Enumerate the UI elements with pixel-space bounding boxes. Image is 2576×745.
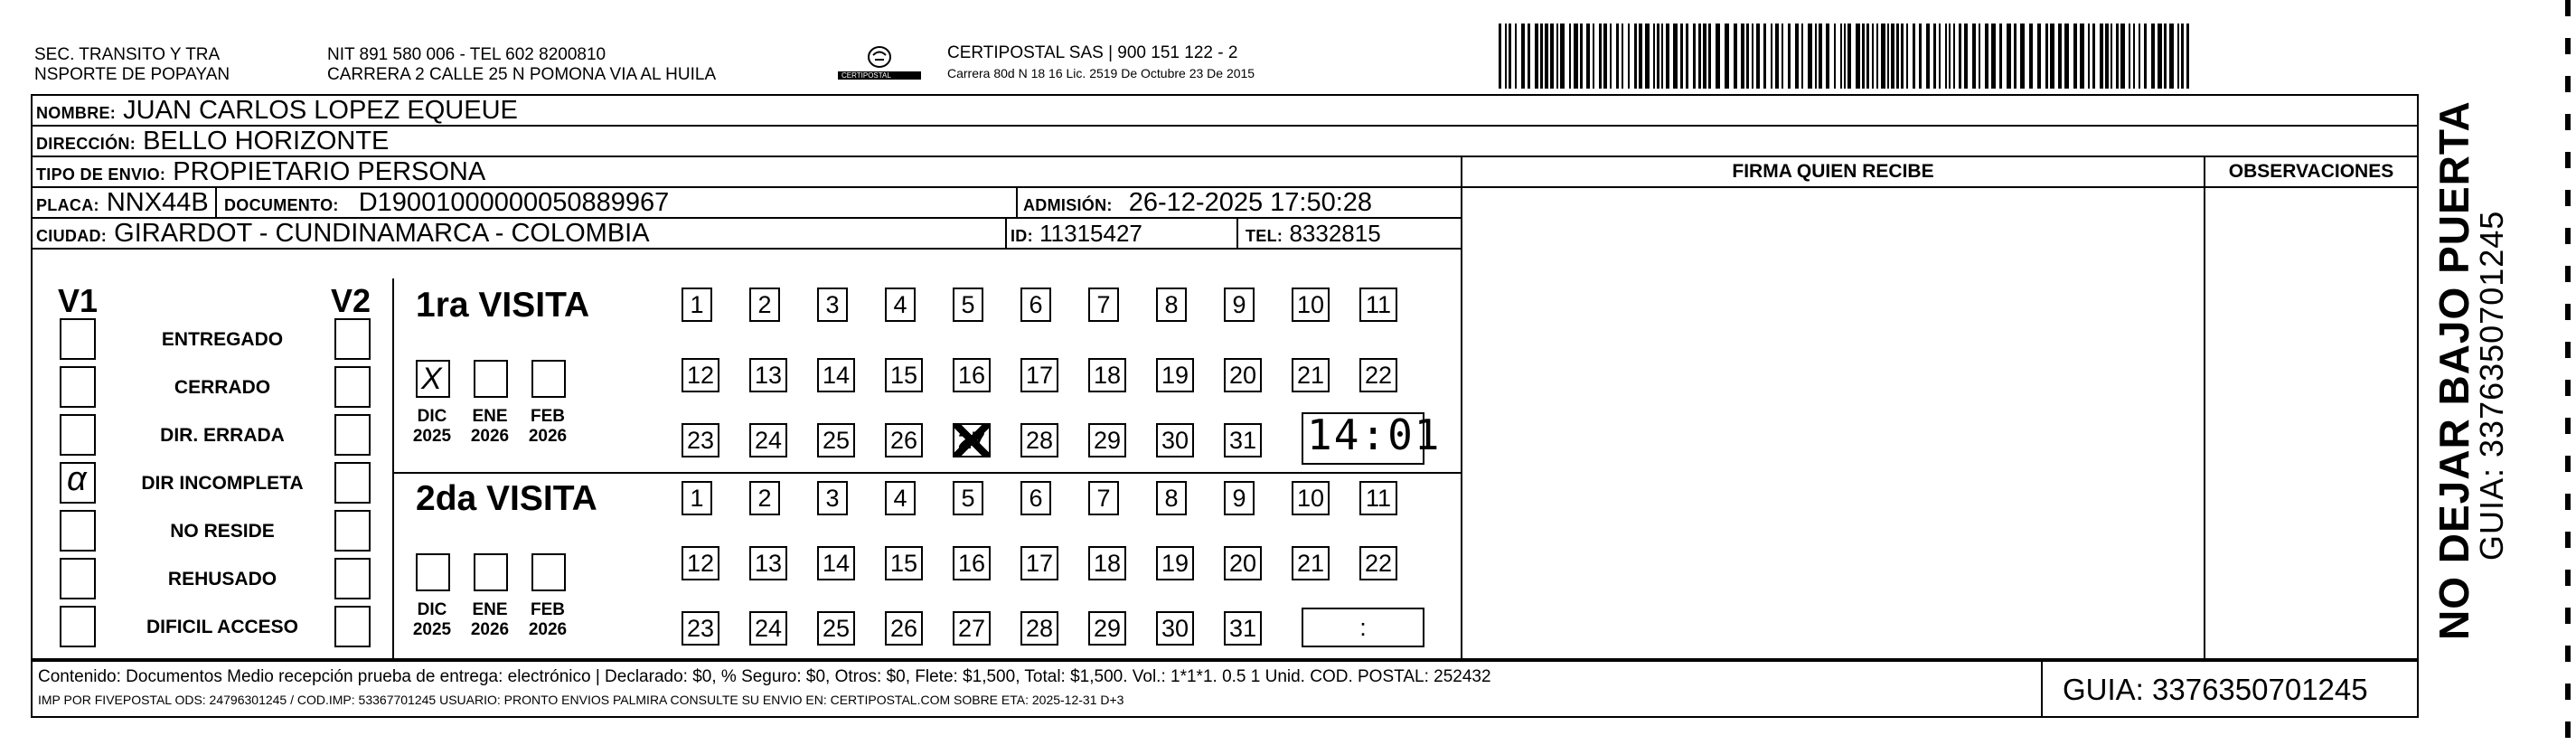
documento-field (224, 188, 669, 219)
visit2-day-cell[interactable]: 6 (1020, 481, 1051, 515)
visit2-day-cell[interactable]: 3 (817, 481, 848, 515)
firma-header: FIRMA QUIEN RECIBE (1462, 157, 2204, 188)
visit1-day-cell[interactable]: 20 (1224, 358, 1262, 392)
visit1-month-label (405, 407, 459, 447)
visit2-time-box (1302, 608, 1424, 647)
visit2-day-cell[interactable]: 7 (1088, 481, 1119, 515)
direccion-label: DIRECCIÓN: (36, 135, 136, 153)
ciudad-row-mask (33, 250, 1461, 278)
visit2-day-cell[interactable]: 26 (885, 611, 923, 646)
v2-checkbox[interactable] (334, 558, 371, 599)
month-name: FEB (531, 600, 565, 619)
footer-guia-box (2041, 660, 2419, 718)
visit2-day-cell[interactable]: 13 (749, 546, 787, 580)
month-name: ENE (472, 600, 508, 619)
nombre-label: NOMBRE: (36, 104, 117, 122)
visit1-day-cell[interactable]: 5 (953, 288, 983, 322)
id-value: 11315427 (1039, 220, 1142, 247)
v2-checkbox[interactable] (334, 606, 371, 647)
v2-checkbox[interactable] (334, 318, 371, 360)
visit2-day-cell[interactable]: 2 (749, 481, 780, 515)
visit2-day-cell[interactable]: 28 (1020, 611, 1058, 646)
visit1-day-cell[interactable]: 22 (1359, 358, 1397, 392)
visit1-day-cell[interactable]: 18 (1088, 358, 1126, 392)
visit1-day-cell[interactable]: 29 (1088, 423, 1126, 457)
visit1-month-checkbox[interactable] (416, 360, 450, 398)
visit1-month-checkbox[interactable] (531, 360, 566, 398)
month-name: FEB (531, 407, 565, 426)
visit2-day-cell[interactable]: 4 (885, 481, 916, 515)
visit1-day-cell[interactable]: 12 (682, 358, 719, 392)
visit2-month-checkbox[interactable] (416, 553, 450, 591)
visit2-day-cell[interactable]: 14 (817, 546, 855, 580)
org-contact (327, 45, 716, 85)
visit1-day-cell[interactable]: 14 (817, 358, 855, 392)
visit2-day-cell[interactable]: 9 (1224, 481, 1255, 515)
tel-label: TEL: (1246, 227, 1283, 245)
tipo-value: PROPIETARIO PERSONA (173, 157, 486, 186)
documento-value: D19001000000050889967 (358, 188, 670, 217)
footer-contenido: Contenido: Documentos Medio recepción prueba de entrega: electrónico | Declarado: $0, % Seguro: $0, Otros: $0, Flete: $1,500, Total: $1,500. Vol.: 1*1*1. 0.5 1 Unid. COD. POSTAL: 252432 (38, 667, 1491, 686)
visit1-day-cell[interactable]: 4 (885, 288, 916, 322)
month-year: 2026 (470, 620, 510, 639)
visit2-day-cell[interactable]: 18 (1088, 546, 1126, 580)
visit1-day-cell[interactable]: 2 (749, 288, 780, 322)
ciudad-value: GIRARDOT - CUNDINAMARCA - COLOMBIA (114, 219, 650, 248)
observaciones-header: OBSERVACIONES (2205, 157, 2417, 188)
status-label: REHUSADO (167, 569, 277, 589)
visit1-day-cell[interactable]: 19 (1156, 358, 1194, 392)
visit1-day-cell[interactable]: 27 (953, 423, 991, 457)
month-name: DIC (417, 600, 447, 619)
month-name: DIC (417, 407, 447, 426)
visit1-day-cell[interactable]: 17 (1020, 358, 1058, 392)
visit1-day-cell[interactable]: 30 (1156, 423, 1194, 457)
id-label: ID: (1011, 227, 1033, 245)
nombre-value: JUAN CARLOS LOPEZ EQUEUE (123, 96, 518, 125)
tipo-label: TIPO DE ENVIO: (36, 165, 166, 184)
status-divider (392, 278, 394, 660)
visit2-day-cell[interactable]: 30 (1156, 611, 1194, 646)
visit1-title: 1ra VISITA (416, 286, 590, 325)
v1-checkbox[interactable] (60, 558, 96, 599)
v1-checkbox[interactable] (60, 606, 96, 647)
visit2-day-cell[interactable]: 17 (1020, 546, 1058, 580)
v1-checkbox[interactable] (60, 366, 96, 408)
visit1-day-cell[interactable]: 31 (1224, 423, 1262, 457)
visit1-time-box (1302, 410, 1442, 465)
v2-checkbox[interactable] (334, 414, 371, 456)
visit2-day-cell[interactable]: 31 (1224, 611, 1262, 646)
placa-divider (215, 188, 217, 219)
org-line-2: NSPORTE DE POPAYAN (34, 65, 230, 84)
admision-box (1016, 188, 1461, 219)
visit2-day-cell[interactable]: 12 (682, 546, 719, 580)
nit-line: NIT 891 580 006 - TEL 602 8200810 (327, 45, 606, 64)
visit1-time: 14:01 (1307, 410, 1442, 459)
no-dejar-text: NO DEJAR BAJO PUERTA (2430, 100, 2477, 640)
address-line: CARRERA 2 CALLE 25 N POMONA VIA AL HUILA (327, 65, 717, 84)
visit2-day-cell[interactable]: 5 (953, 481, 983, 515)
direccion-value: BELLO HORIZONTE (143, 127, 390, 156)
visit2-month-label (463, 600, 517, 640)
footer-guia: GUIA: 3376350701245 (2063, 673, 2368, 706)
visit2-month-checkbox[interactable] (531, 553, 566, 591)
visit2-day-cell[interactable]: 24 (749, 611, 787, 646)
company-info (947, 43, 1255, 83)
visit1-month-label (521, 407, 575, 447)
visit1-day-cell[interactable]: 26 (885, 423, 923, 457)
month-year: 2026 (528, 620, 568, 639)
license-line: Carrera 80d N 18 16 Lic. 2519 De Octubre 23 De 2015 (947, 66, 1255, 80)
org-line-1: SEC. TRANSITO Y TRA (34, 45, 221, 64)
v1-checkbox[interactable] (60, 510, 96, 552)
visit1-day-cell[interactable]: 21 (1292, 358, 1330, 392)
visit2-title: 2da VISITA (416, 479, 597, 518)
admision-value: 26-12-2025 17:50:28 (1128, 188, 1373, 217)
v2-checkbox[interactable] (334, 510, 371, 552)
id-box (1005, 219, 1236, 250)
documento-label: DOCUMENTO: (224, 196, 339, 214)
status-label: DIR. ERRADA (160, 425, 285, 446)
tel-value: 8332815 (1289, 220, 1381, 247)
v1-checkbox[interactable] (60, 318, 96, 360)
month-year: 2025 (412, 427, 452, 446)
visit1-day-cell[interactable]: 23 (682, 423, 719, 457)
visit1-day-cell[interactable]: 28 (1020, 423, 1058, 457)
v1-check-mark: α (67, 460, 87, 498)
v2-checkbox[interactable] (334, 462, 371, 504)
status-label: ENTREGADO (161, 329, 284, 350)
visit1-day-cell[interactable]: 8 (1156, 288, 1187, 322)
v1-checkbox[interactable] (60, 414, 96, 456)
v2-checkbox[interactable] (334, 366, 371, 408)
visit1-month-label (463, 407, 517, 447)
visit1-day-cell[interactable]: 6 (1020, 288, 1051, 322)
tipo-row (33, 157, 1461, 188)
month-year: 2026 (528, 427, 568, 446)
direccion-row (33, 127, 2417, 157)
visit1-day-cell[interactable]: 10 (1292, 288, 1330, 322)
ciudad-label: CIUDAD: (36, 227, 108, 245)
nombre-row (33, 96, 2417, 127)
tel-box (1236, 219, 1461, 250)
admision-label: ADMISIÓN: (1023, 196, 1113, 214)
status-label: DIR INCOMPLETA (141, 473, 304, 494)
status-label: DIFICIL ACCESO (146, 617, 298, 637)
visit2-month-label (405, 600, 459, 640)
visit2-time: : (1359, 614, 1367, 641)
visit1-month-mark: X (421, 362, 442, 396)
visit1-month-checkbox[interactable] (474, 360, 508, 398)
placa-value: NNX44B (106, 188, 209, 217)
visit2-month-checkbox[interactable] (474, 553, 508, 591)
visit1-day-cell[interactable]: 24 (749, 423, 787, 457)
visit1-day-cell[interactable]: 25 (817, 423, 855, 457)
month-year: 2026 (470, 427, 510, 446)
month-year: 2025 (412, 620, 452, 639)
visit1-day-cell[interactable]: 11 (1359, 288, 1397, 322)
visit2-day-cell[interactable]: 16 (953, 546, 991, 580)
visit1-day-cell[interactable]: 3 (817, 288, 848, 322)
observaciones-column (2204, 157, 2417, 660)
footer-imp: IMP POR FIVEPOSTAL ODS: 24796301245 / COD.IMP: 53367701245 USUARIO: PRONTO ENVIOS PALMIRA CONSULTE SU ENVIO EN: CERTIPOSTAL.COM SOBRE ETA: 2025-12-31 D+3 (38, 693, 1124, 707)
v1-header: V1 (58, 282, 99, 319)
status-label: NO RESIDE (170, 521, 275, 542)
company-line: CERTIPOSTAL SAS | 900 151 122 - 2 (947, 43, 1238, 62)
visit2-day-cell[interactable]: 15 (885, 546, 923, 580)
visit1-day-cell[interactable]: 9 (1224, 288, 1255, 322)
firma-column (1461, 157, 2204, 660)
visit1-day-cell[interactable]: 1 (682, 288, 712, 322)
visit1-day-cell[interactable]: 13 (749, 358, 787, 392)
visit2-day-cell[interactable]: 20 (1224, 546, 1262, 580)
v1-checkbox[interactable] (60, 462, 96, 504)
visit2-day-cell[interactable]: 22 (1359, 546, 1397, 580)
visit2-day-cell[interactable]: 10 (1292, 481, 1330, 515)
visit2-day-cell[interactable]: 29 (1088, 611, 1126, 646)
v2-header: V2 (331, 282, 371, 319)
month-name: ENE (472, 407, 508, 426)
visit2-day-cell[interactable]: 11 (1359, 481, 1397, 515)
placa-label: PLACA: (36, 196, 99, 214)
side-guia-text: GUIA: 3376350701245 (2473, 210, 2510, 561)
edge-dashes (2565, 0, 2571, 745)
visit2-day-cell[interactable]: 21 (1292, 546, 1330, 580)
visits-divider (394, 472, 1461, 474)
visit1-day-cell[interactable]: 15 (885, 358, 923, 392)
visit2-month-label (521, 600, 575, 640)
visit1-day-cell[interactable]: 16 (953, 358, 991, 392)
logo-text: CERTIPOSTAL (841, 71, 891, 80)
visit2-day-cell[interactable]: 27 (953, 611, 991, 646)
visit2-day-cell[interactable]: 19 (1156, 546, 1194, 580)
certipostal-logo (834, 42, 925, 85)
org-name (34, 45, 230, 85)
visit1-day-cell[interactable]: 7 (1088, 288, 1119, 322)
visit2-day-cell[interactable]: 23 (682, 611, 719, 646)
barcode (1499, 24, 2196, 89)
visit2-day-cell[interactable]: 8 (1156, 481, 1187, 515)
status-label: CERRADO (174, 377, 271, 398)
visit2-day-cell[interactable]: 1 (682, 481, 712, 515)
visit2-day-cell[interactable]: 25 (817, 611, 855, 646)
